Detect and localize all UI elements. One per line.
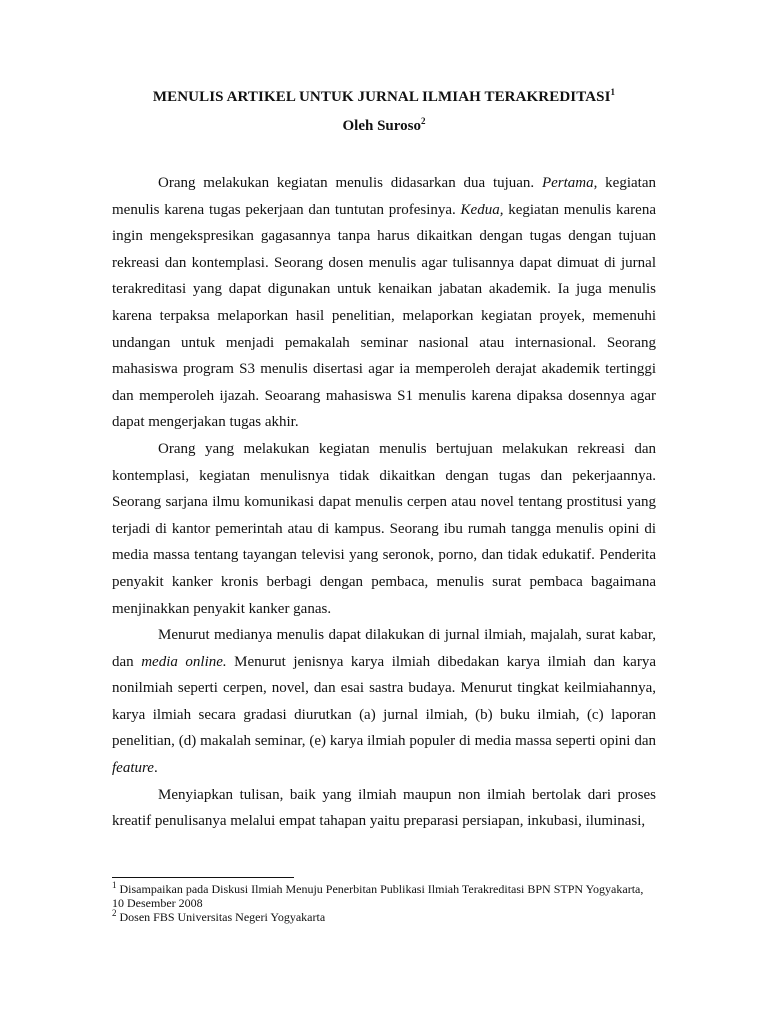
article-title-text: MENULIS ARTIKEL UNTUK JURNAL ILMIAH TERAKREDITASI xyxy=(152,89,611,105)
paragraph-text: Orang melakukan kegiatan menulis didasarkan dua tujuan. xyxy=(158,175,542,191)
paragraph-text: . xyxy=(153,760,158,777)
footnote-divider xyxy=(112,877,294,878)
title-footnote-mark: 1 xyxy=(610,87,616,97)
paragraph-4 xyxy=(112,782,656,835)
footnotes xyxy=(112,882,656,924)
article-title xyxy=(0,89,768,106)
footnote-2 xyxy=(112,910,656,924)
paragraph-2 xyxy=(112,436,656,622)
paragraph-text: Menyiapkan tulisan, baik yang ilmiah maupun non ilmiah bertolak dari proses kreatif penulisanya melalui empat tahapan yaitu preparasi persiapan, inkubasi, iluminasi, xyxy=(112,786,656,830)
author-name: Oleh Suroso xyxy=(342,118,421,134)
footnote-text: Dosen FBS Universitas Negeri Yogyakarta xyxy=(116,910,326,924)
footnote-mark: 1 xyxy=(112,880,117,890)
emphasis-text: media online. xyxy=(141,653,227,670)
paragraph-3 xyxy=(112,622,656,782)
paragraph-text: kegiatan menulis karena ingin mengekspresikan gagasannya tanpa harus dikaitkan dengan tugas dengan tujuan rekreasi dan kontemplasi. Seorang dosen menulis agar tulisannya dapat dimuat di jurnal terakreditasi yang dapat digunakan untuk kenaikan jabatan akademik. Ia juga menulis karena terpaksa melaporkan hasil penelitian, melaporkan kegiatan proyek, memenuhi undangan untuk menjadi pemakalah seminar nasional atau internasional. Seorang mahasiswa program S3 menulis disertasi agar ia memperoleh derajat akademik tertinggi dan memperoleh ijazah. Seoarang mahasiswa S1 menulis karena dipaksa dosennya agar dapat mengerjakan tugas akhir. xyxy=(112,201,656,431)
footnote-1 xyxy=(112,882,656,910)
paragraph-text: Orang yang melakukan kegiatan menulis bertujuan melakukan rekreasi dan kontemplasi, kegiatan menulisnya tidak dikaitkan dengan tugas dan pekerjaannya. Seorang sarjana ilmu komunikasi dapat menulis cerpen atau novel tentang prostitusi yang terjadi di kantor pemerintah atau di kampus. Seorang ibu rumah tangga menulis opini di media massa tentang tayangan televisi yang seronok, porno, dan tidak edukatif. Penderita penyakit kanker kronis berbagi dengan pembaca, menulis surat pembaca bagaimana menjinakkan penyakit kanker ganas. xyxy=(112,440,656,617)
article-body xyxy=(112,170,656,835)
emphasis-text: feature xyxy=(112,760,154,777)
footnote-mark: 2 xyxy=(112,908,117,918)
footnote-text: Disampaikan pada Diskusi Ilmiah Menuju Penerbitan Publikasi Ilmiah Terakreditasi BPN STPN Yogyakarta, 10 Desember 2008 xyxy=(112,882,644,910)
author-line xyxy=(0,118,768,135)
paragraph-text: Menurut medianya menulis dapat dilakukan di jurnal ilmiah, majalah, surat kabar, dan xyxy=(112,627,656,670)
paragraph-text: , kegiatan menulis karena tugas pekerjaan dan tuntutan profesinya. xyxy=(112,175,656,218)
emphasis-text: Pertama xyxy=(541,175,594,191)
emphasis-text: Kedua, xyxy=(460,201,504,218)
paragraph-text: Menurut jenisnya karya ilmiah dibedakan karya ilmiah dan karya nonilmiah seperti cerpen, novel, dan esai sastra budaya. Menurut tingkat keilmiahannya, karya ilmiah secara gradasi diurutkan (a) jurnal ilmiah, (b) buku ilmiah, (c) laporan penelitian, (d) makalah seminar, (e) karya ilmiah populer di media massa seperti opini dan xyxy=(112,653,656,750)
paragraph-1 xyxy=(112,170,656,436)
author-footnote-mark: 2 xyxy=(421,116,426,126)
